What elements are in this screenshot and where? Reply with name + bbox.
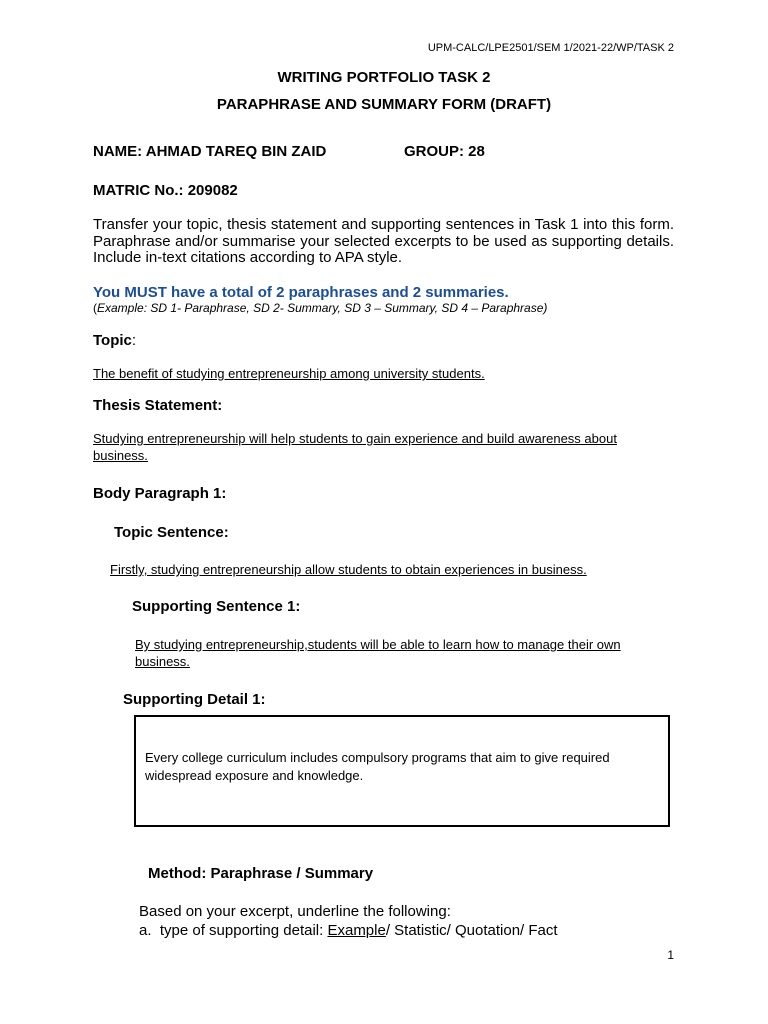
list-marker: a.: [139, 922, 152, 939]
type-prefix: type of supporting detail:: [159, 922, 328, 939]
topic-sentence-label: Topic Sentence:: [114, 524, 229, 541]
supporting-sentence-label: Supporting Sentence 1:: [132, 598, 301, 615]
supporting-detail-box[interactable]: [134, 715, 670, 827]
topic-label: Topic: [93, 332, 132, 349]
underline-instruction: Based on your excerpt, underline the following:: [139, 903, 451, 920]
supporting-detail-type-item: [139, 922, 558, 939]
document-code: UPM-CALC/LPE2501/SEM 1/2021-22/WP/TASK 2: [427, 42, 674, 54]
instructions-paragraph: Transfer your topic, thesis statement and supporting sentences in Task 1 into this form. Paraphrase and/or summarise your selected excerpts to be used as supporting details. Include in-text citations according to APA style.: [93, 216, 674, 266]
body-paragraph-label: Body Paragraph 1:: [93, 485, 227, 502]
topic-text: The benefit of studying entrepreneurship among university students.: [93, 366, 485, 381]
type-selected-example: Example: [327, 922, 386, 939]
example-text: Example: SD 1- Paraphrase, SD 2- Summary, SD 3 – Summary, SD 4 – Paraphrase): [97, 301, 548, 315]
document-title: WRITING PORTFOLIO TASK 2: [277, 69, 491, 86]
type-other-options: / Statistic/ Quotation/ Fact: [385, 922, 558, 939]
supporting-detail-text: Every college curriculum includes compulsory programs that aim to give required widespread exposure and knowledge.: [145, 750, 610, 783]
supporting-sentence-line-2: business.: [135, 654, 190, 669]
page-number: 1: [667, 948, 674, 962]
method-label: Method: Paraphrase / Summary: [148, 865, 374, 882]
document-subtitle: PARAPHRASE AND SUMMARY FORM (DRAFT): [216, 96, 552, 113]
matric-number: MATRIC No.: 209082: [93, 182, 238, 199]
supporting-detail-label: Supporting Detail 1:: [123, 691, 266, 708]
topic-sentence-text: Firstly, studying entrepreneurship allow students to obtain experiences in business.: [110, 562, 587, 577]
topic-label-row: [93, 332, 136, 349]
student-group: GROUP: 28: [404, 143, 485, 160]
thesis-line-1: Studying entrepreneurship will help students to gain experience and build awareness about: [93, 431, 617, 446]
requirement-note: You MUST have a total of 2 paraphrases and 2 summaries.: [93, 284, 509, 301]
example-note: [93, 301, 547, 315]
supporting-sentence-line-1: By studying entrepreneurship,students will be able to learn how to manage their own: [135, 637, 621, 652]
topic-colon: :: [131, 332, 137, 349]
student-name: NAME: AHMAD TAREQ BIN ZAID: [93, 143, 327, 160]
thesis-label: Thesis Statement:: [93, 397, 223, 414]
thesis-line-2: business.: [93, 448, 148, 463]
example-open-paren: (: [93, 301, 97, 315]
